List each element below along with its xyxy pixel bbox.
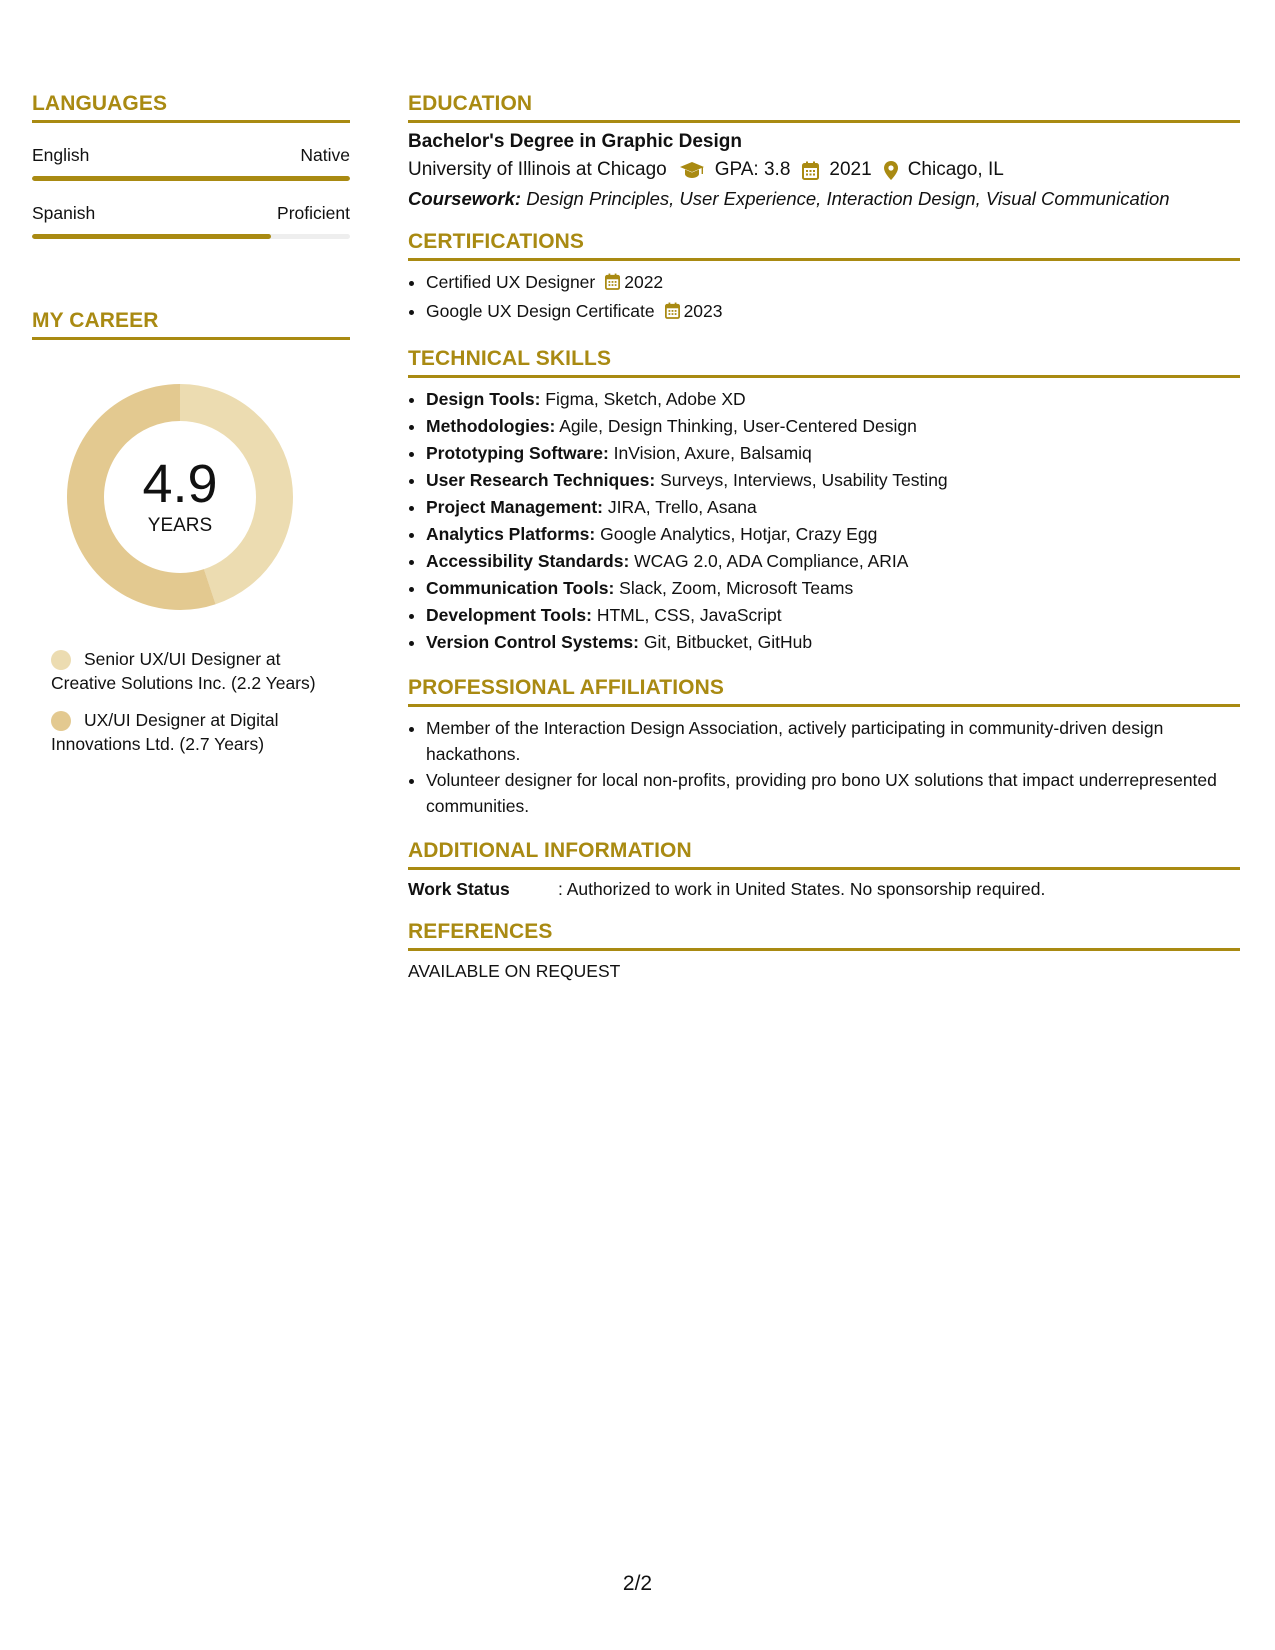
language-proficiency-fill: [32, 176, 350, 181]
certification-year: 2023: [683, 301, 723, 321]
skill-label: Communication Tools:: [426, 578, 615, 598]
skill-item: [426, 629, 1240, 656]
certification-name: Certified UX Designer: [426, 272, 596, 292]
skill-label: User Research Techniques:: [426, 470, 656, 490]
languages-section: [32, 92, 350, 239]
skill-label: Project Management:: [426, 497, 603, 517]
skill-label: Analytics Platforms:: [426, 524, 596, 544]
coursework-label: Coursework:: [408, 188, 522, 209]
skill-value: Figma, Sketch, Adobe XD: [545, 389, 746, 409]
skill-value: HTML, CSS, JavaScript: [596, 605, 782, 625]
school-location: Chicago, IL: [907, 159, 1004, 180]
certifications-section: [408, 230, 1240, 327]
language-level: Native: [300, 145, 350, 165]
graduation-year: 2021: [829, 159, 872, 180]
calendar-icon: [605, 271, 620, 298]
language-level: Proficient: [277, 203, 350, 223]
language-name: Spanish: [32, 203, 96, 223]
school-name: University of Illinois at Chicago: [408, 159, 667, 180]
career-legend: [51, 647, 321, 756]
skill-value: InVision, Axure, Balsamiq: [613, 443, 812, 463]
skill-label: Development Tools:: [426, 605, 592, 625]
references-section: [408, 920, 1240, 982]
references-heading: REFERENCES: [408, 920, 1240, 951]
skill-value: Slack, Zoom, Microsoft Teams: [619, 578, 854, 598]
map-pin-icon: [884, 161, 898, 180]
certification-name: Google UX Design Certificate: [426, 301, 655, 321]
certifications-list: [408, 269, 1240, 327]
language-item-english: [32, 145, 350, 181]
skill-item: [426, 386, 1240, 413]
career-legend-item: [51, 708, 321, 756]
coursework: [408, 188, 1240, 210]
skill-item: [426, 494, 1240, 521]
skill-label: Version Control Systems:: [426, 632, 639, 652]
language-name: English: [32, 145, 90, 165]
affiliations-heading: PROFESSIONAL AFFILIATIONS: [408, 676, 1240, 707]
skills-section: [408, 347, 1240, 656]
legend-dot: [51, 711, 71, 731]
education-section: [408, 92, 1240, 210]
work-status-label: Work Status: [408, 879, 510, 899]
coursework-list: Design Principles, User Experience, Interaction Design, Visual Communication: [526, 188, 1170, 209]
right-column: [408, 92, 1240, 1002]
skill-item: [426, 602, 1240, 629]
career-legend-item: [51, 647, 321, 695]
skill-label: Accessibility Standards:: [426, 551, 630, 571]
additional-info-section: [408, 839, 1240, 900]
skill-item: [426, 440, 1240, 467]
certifications-heading: CERTIFICATIONS: [408, 230, 1240, 261]
career-total-unit: YEARS: [147, 515, 213, 536]
references-text: AVAILABLE ON REQUEST: [408, 961, 621, 981]
skill-label: Design Tools:: [426, 389, 541, 409]
education-heading: EDUCATION: [408, 92, 1240, 123]
career-donut-chart: [66, 383, 294, 611]
languages-heading: LANGUAGES: [32, 92, 350, 123]
legend-label: Senior UX/UI Designer at Creative Solutions Inc. (2.2 Years): [51, 649, 316, 693]
graduation-cap-icon: [679, 161, 705, 179]
calendar-icon: [665, 300, 680, 327]
skill-item: [426, 413, 1240, 440]
skill-label: Methodologies:: [426, 416, 556, 436]
legend-dot: [51, 650, 71, 670]
left-column: [32, 92, 350, 769]
skill-value: WCAG 2.0, ADA Compliance, ARIA: [634, 551, 909, 571]
certification-item: [426, 269, 1240, 298]
language-proficiency-bar: [32, 176, 350, 181]
skills-heading: TECHNICAL SKILLS: [408, 347, 1240, 378]
skill-item: [426, 575, 1240, 602]
skills-list: [408, 386, 1240, 656]
legend-label: UX/UI Designer at Digital Innovations Ltd. (2.7 Years): [51, 710, 279, 754]
affiliations-section: [408, 676, 1240, 819]
skill-item: [426, 521, 1240, 548]
skill-item: [426, 548, 1240, 575]
language-proficiency-fill: [32, 234, 271, 239]
work-status-row: [408, 879, 1240, 900]
career-section: [32, 309, 350, 756]
skill-value: Git, Bitbucket, GitHub: [643, 632, 813, 652]
gpa: GPA: 3.8: [714, 159, 791, 180]
calendar-icon: [802, 161, 819, 180]
language-proficiency-bar: [32, 234, 350, 239]
degree-title: Bachelor's Degree in Graphic Design: [408, 131, 742, 152]
language-item-spanish: [32, 203, 350, 239]
skill-label: Prototyping Software:: [426, 443, 609, 463]
education-meta: [408, 159, 1240, 181]
career-total-value: 4.9: [142, 454, 218, 514]
work-status-value: : Authorized to work in United States. No sponsorship required.: [558, 879, 1046, 899]
skill-value: Surveys, Interviews, Usability Testing: [660, 470, 948, 490]
page-number: 2/2: [622, 1572, 653, 1595]
affiliation-item: • Member of the Interaction Design Association, actively participating in community-driven design hackathons.: [426, 715, 1240, 767]
affiliations-list: [408, 715, 1240, 819]
additional-info-heading: ADDITIONAL INFORMATION: [408, 839, 1240, 870]
donut-center: [66, 455, 294, 537]
skill-item: [426, 467, 1240, 494]
certification-item: [426, 298, 1240, 327]
skill-value: JIRA, Trello, Asana: [607, 497, 757, 517]
affiliation-item: • Volunteer designer for local non-profits, providing pro bono UX solutions that impact underrepresented communities.: [426, 767, 1240, 819]
certification-year: 2022: [624, 272, 664, 292]
skill-value: Google Analytics, Hotjar, Crazy Egg: [600, 524, 878, 544]
skill-value: Agile, Design Thinking, User-Centered Design: [559, 416, 917, 436]
career-heading: MY CAREER: [32, 309, 350, 340]
